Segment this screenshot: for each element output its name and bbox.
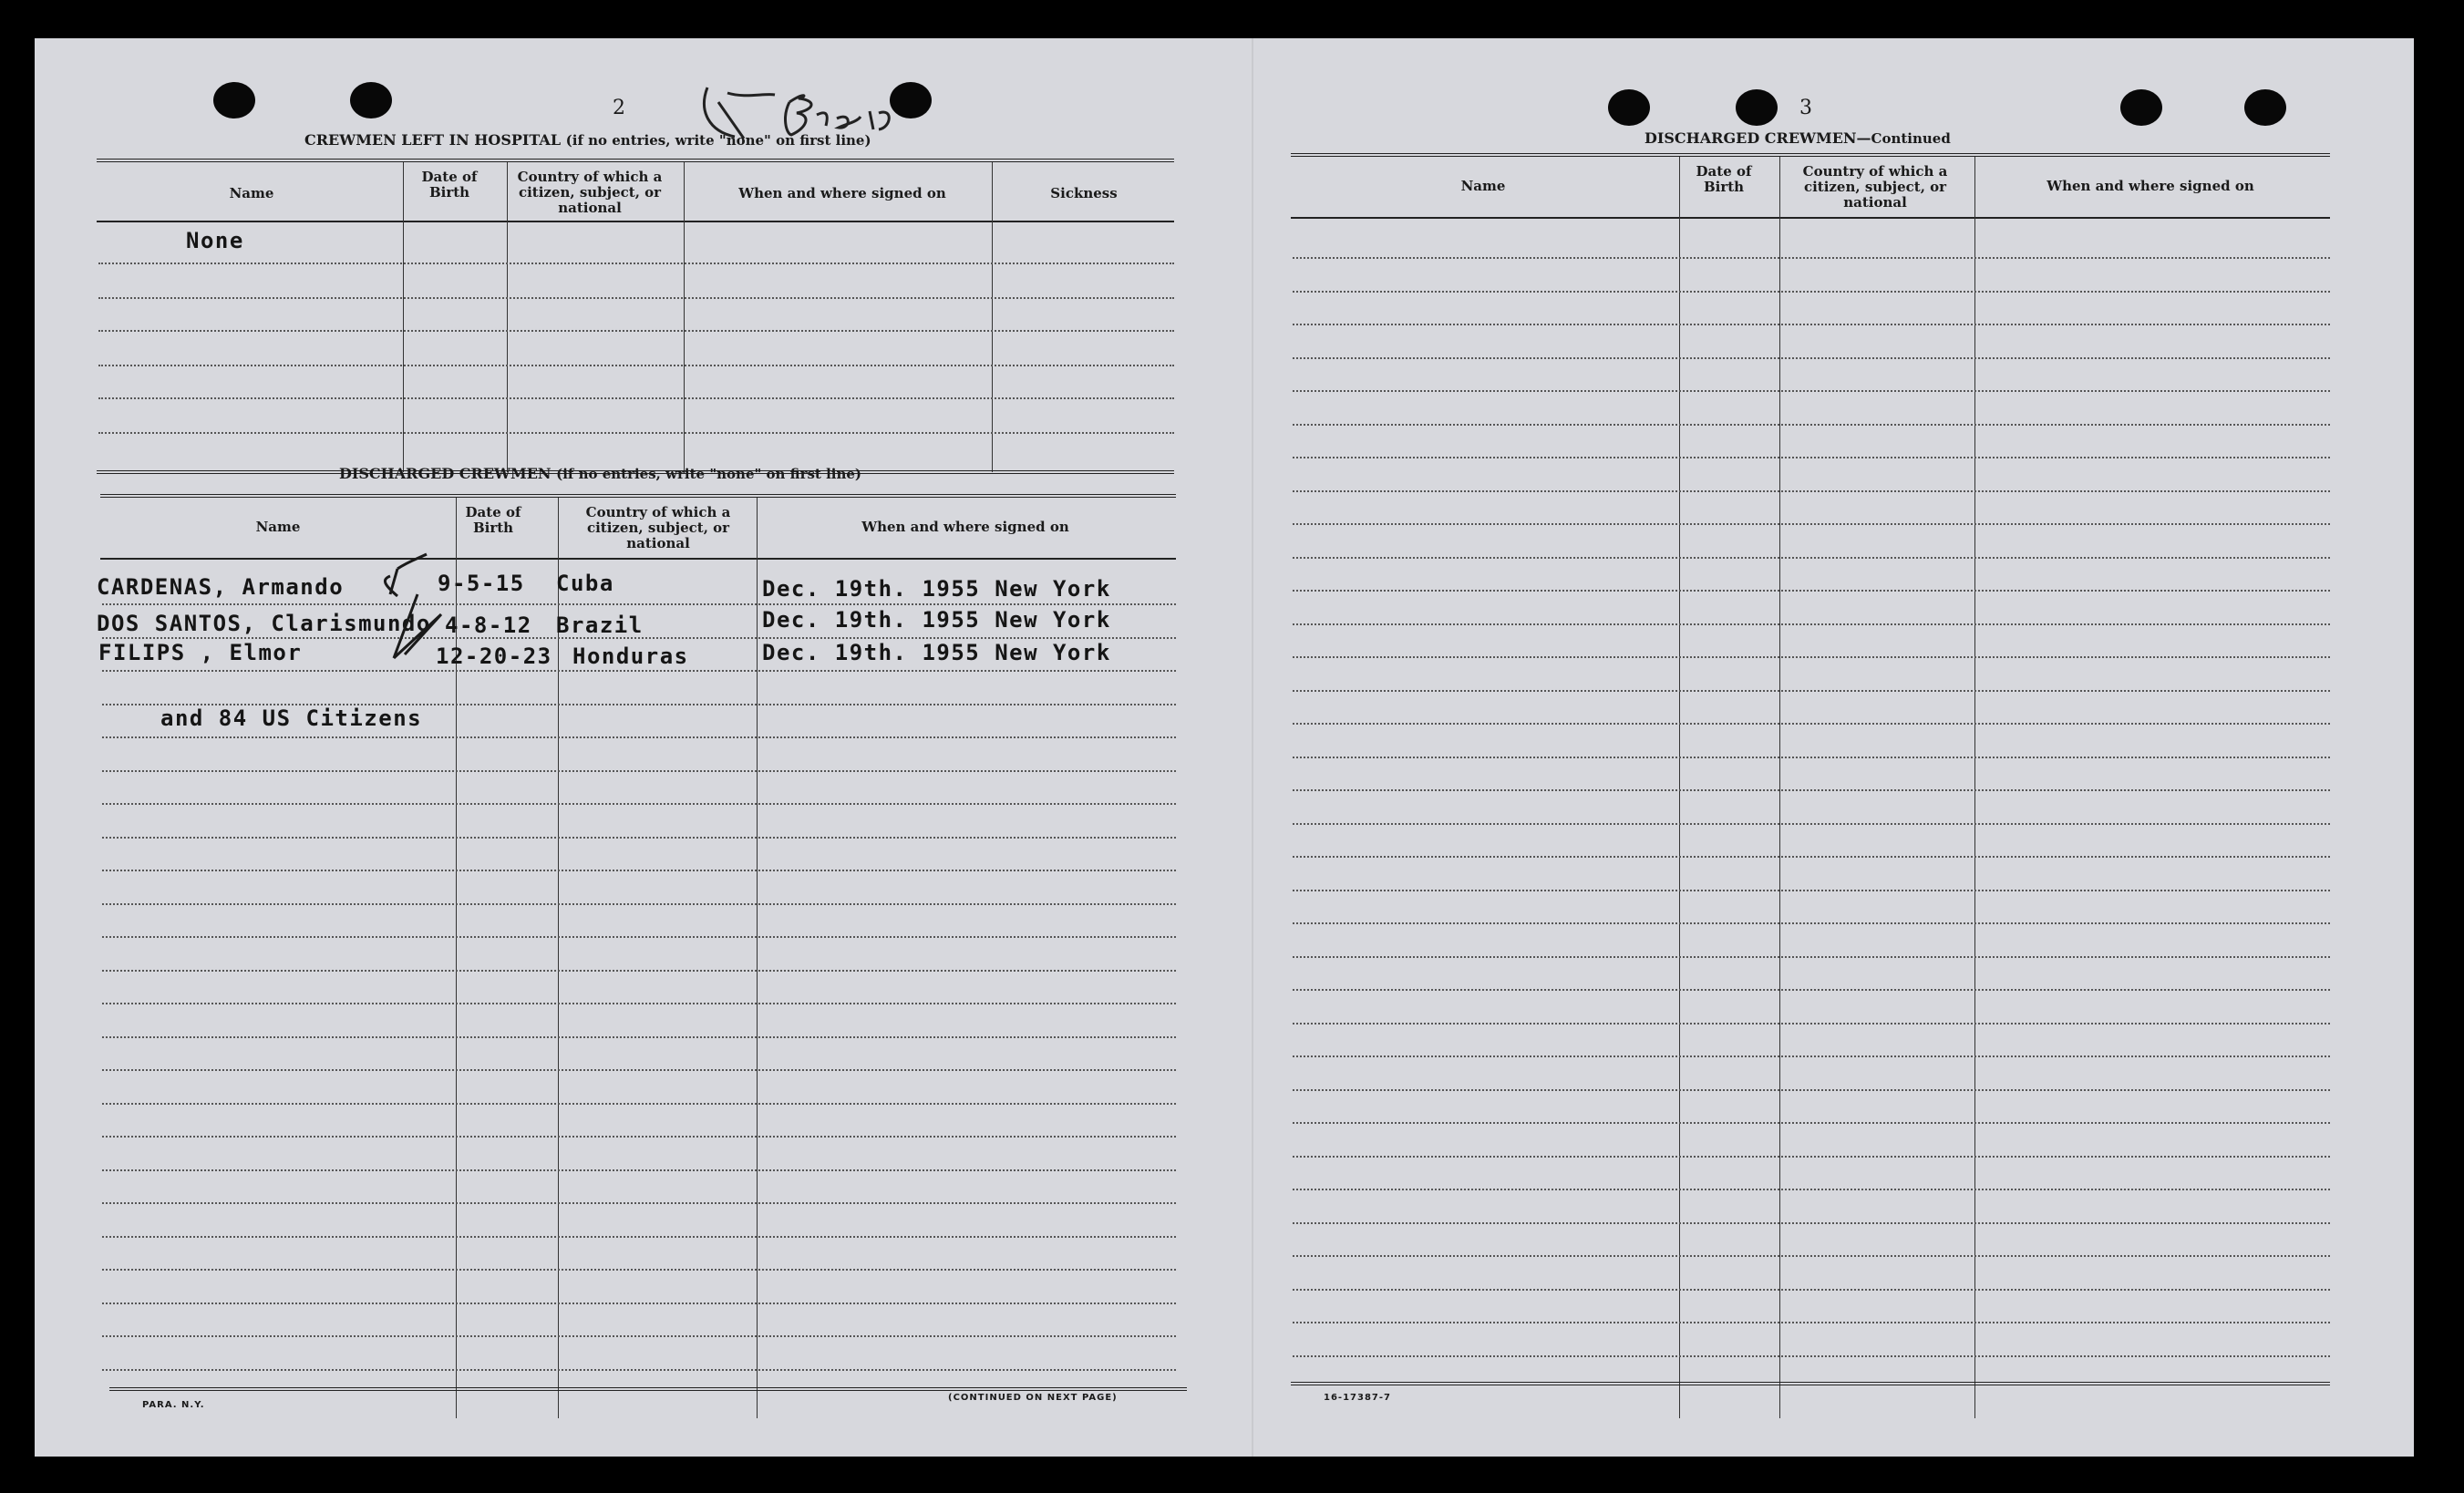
ruled-line (1293, 424, 2330, 426)
col-header-signed-on: When and where signed on (861, 519, 1069, 535)
crew-country: Cuba (556, 571, 614, 596)
rule (100, 494, 1176, 498)
rule (97, 221, 1174, 222)
crew-dob: 4-8-12 (445, 613, 532, 638)
ruled-line (1293, 1355, 2330, 1357)
rule (109, 1387, 1187, 1391)
ruled-line (1293, 457, 2330, 458)
discharged-title: DISCHARGED CREWMEN (339, 465, 552, 482)
check-mark-icon (354, 549, 463, 676)
continued-title: DISCHARGED CREWMEN— (1644, 129, 1871, 147)
ruled-line (1293, 757, 2330, 758)
ruled-line (1293, 1255, 2330, 1257)
col-header-sickness: Sickness (1050, 185, 1118, 201)
ruled-line (1293, 357, 2330, 359)
crew-dob: 9-5-15 (438, 571, 525, 596)
col-header-dob: Date of Birth (1696, 163, 1752, 195)
ruled-line (102, 1036, 1176, 1038)
ruled-line (102, 603, 1176, 605)
punch-hole (2244, 89, 2286, 126)
rule (1291, 217, 2330, 219)
ruled-line (102, 803, 1176, 805)
hospital-entry: None (186, 228, 244, 253)
ruled-line (1293, 1322, 2330, 1323)
ruled-line (102, 903, 1176, 905)
discharged-section-title (339, 465, 861, 482)
ruled-line (98, 263, 1174, 264)
ruled-line (102, 1136, 1176, 1138)
ruled-line (102, 970, 1176, 972)
rule (1291, 153, 2330, 157)
ruled-line (98, 365, 1174, 366)
col-header-name: Name (1460, 178, 1506, 194)
ruled-line (1293, 1189, 2330, 1190)
ruled-line (102, 1335, 1176, 1337)
crew-signed-on: Dec. 19th. 1955 New York (762, 576, 1111, 602)
ruled-line (1293, 989, 2330, 991)
col-divider (1974, 157, 1975, 1418)
ruled-line (1293, 690, 2330, 692)
ruled-line (1293, 291, 2330, 293)
document-sheet (35, 38, 2414, 1457)
col-header-name: Name (255, 519, 301, 535)
col-divider (403, 162, 404, 472)
ruled-line (1293, 856, 2330, 858)
ruled-line (1293, 1122, 2330, 1124)
col-divider (684, 162, 685, 472)
col-header-dob: Date of Birth (465, 504, 521, 536)
ruled-line (102, 770, 1176, 772)
ruled-line (1293, 890, 2330, 891)
ruled-line (98, 397, 1174, 399)
col-header-country: Country of which a citizen, subject, or national (1802, 163, 1948, 211)
punch-hole (1736, 89, 1778, 126)
ruled-line (1293, 922, 2330, 924)
ruled-line (1293, 1222, 2330, 1224)
ruled-line (102, 1169, 1176, 1171)
col-divider (507, 162, 508, 472)
crew-signed-on: Dec. 19th. 1955 New York (762, 640, 1111, 665)
col-divider (1679, 157, 1680, 1418)
ruled-line (102, 736, 1176, 738)
ruled-line (1293, 656, 2330, 658)
ruled-line (98, 432, 1174, 434)
printer-mark: PARA. N.Y. (142, 1400, 205, 1410)
hospital-title: CREWMEN LEFT IN HOSPITAL (304, 131, 562, 149)
ruled-line (1293, 1156, 2330, 1158)
crew-name: CARDENAS, Armando (97, 574, 345, 600)
ruled-line (102, 670, 1176, 672)
ruled-line (102, 1202, 1176, 1204)
continued-section-title (1644, 129, 1951, 147)
ruled-line (1293, 390, 2330, 392)
crew-signed-on: Dec. 19th. 1955 New York (762, 607, 1111, 633)
col-divider (1779, 157, 1780, 1418)
page-number: 2 (613, 97, 625, 119)
ruled-line (98, 297, 1174, 299)
ruled-line (1293, 789, 2330, 791)
col-header-name: Name (229, 185, 274, 201)
ruled-line (1293, 1055, 2330, 1057)
ruled-line (1293, 1089, 2330, 1091)
ruled-line (1293, 324, 2330, 325)
page-fold (1252, 38, 1253, 1457)
rule (100, 558, 1176, 560)
punch-hole (2120, 89, 2162, 126)
col-header-dob: Date of Birth (421, 169, 478, 201)
ruled-line (1293, 257, 2330, 259)
ruled-line (98, 330, 1174, 332)
punch-hole (350, 82, 392, 118)
ruled-line (102, 1003, 1176, 1004)
ruled-line (1293, 523, 2330, 525)
ruled-line (102, 1103, 1176, 1105)
ruled-line (102, 1369, 1176, 1371)
page-number: 3 (1799, 97, 1812, 119)
ruled-line (1293, 557, 2330, 559)
hospital-note: (if no entries, write "none" on first line) (565, 132, 871, 149)
ruled-line (1293, 723, 2330, 725)
ruled-line (102, 936, 1176, 938)
col-header-country: Country of which a citizen, subject, or national (517, 169, 663, 216)
ruled-line (102, 1269, 1176, 1271)
ruled-line (102, 1236, 1176, 1238)
crew-name: DOS SANTOS, Clarismundo (97, 611, 431, 636)
crew-dob: 12-20-23 (436, 644, 552, 669)
ruled-line (1293, 623, 2330, 625)
ruled-line (102, 1303, 1176, 1304)
crew-name: FILIPS , Elmor (98, 640, 303, 665)
col-header-signed-on: When and where signed on (738, 185, 946, 201)
ruled-line (1293, 823, 2330, 825)
col-header-country: Country of which a citizen, subject, or national (585, 504, 731, 551)
rule (1291, 1382, 2330, 1385)
punch-hole (1608, 89, 1650, 126)
ruled-line (1293, 1289, 2330, 1291)
ruled-line (1293, 590, 2330, 592)
ruled-line (1293, 490, 2330, 492)
ruled-line (1293, 956, 2330, 958)
continued-note: (CONTINUED ON NEXT PAGE) (948, 1393, 1118, 1403)
hospital-section-title (304, 131, 871, 149)
punch-hole (213, 82, 255, 118)
col-header-signed-on: When and where signed on (2046, 178, 2254, 194)
col-divider (757, 498, 758, 1418)
ruled-line (1293, 1023, 2330, 1025)
extra-line: and 84 US Citizens (160, 705, 423, 731)
ruled-line (102, 1069, 1176, 1071)
crew-country: Brazil (556, 613, 644, 638)
continued-suffix: Continued (1871, 130, 1951, 147)
discharged-note: (if no entries, write "none" on first line) (556, 466, 862, 482)
rule (97, 159, 1174, 162)
form-number: 16-17387-7 (1324, 1393, 1391, 1403)
crew-country: Honduras (572, 644, 689, 669)
ruled-line (102, 837, 1176, 839)
col-divider (992, 162, 993, 472)
ruled-line (102, 870, 1176, 871)
